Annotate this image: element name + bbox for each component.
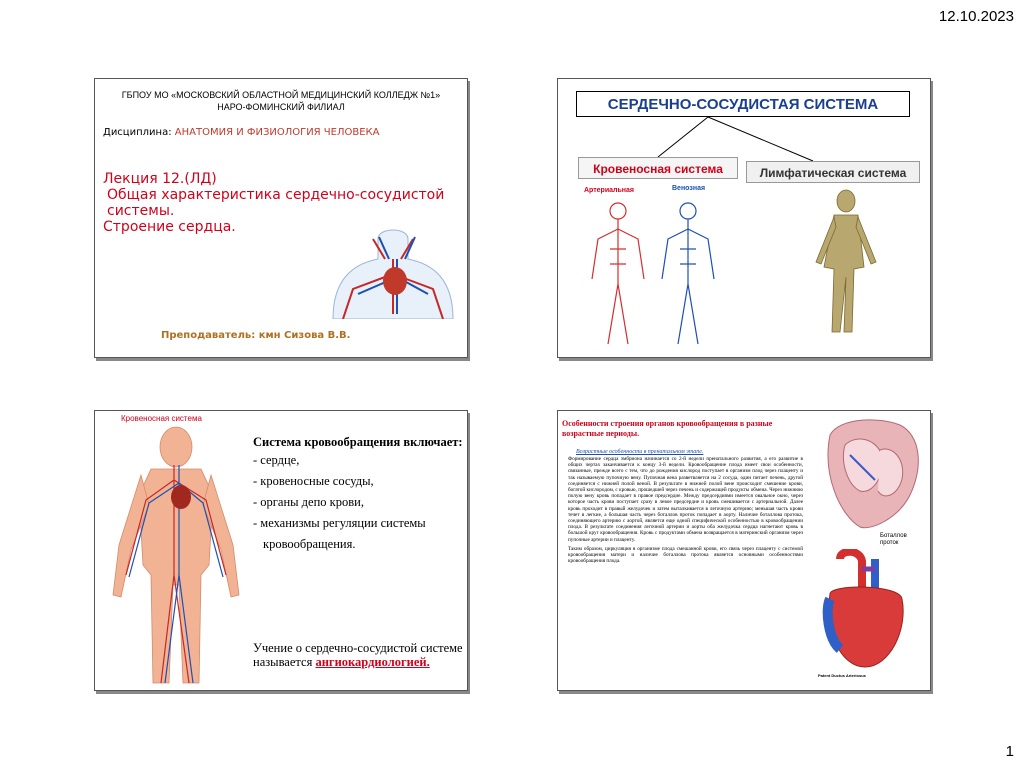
blood-system-box: Кровеносная система — [578, 157, 738, 179]
lymphatic-figure-illustration — [806, 187, 886, 337]
print-date: 12.10.2023 — [938, 8, 1014, 25]
torso-circulation-illustration — [323, 219, 463, 319]
slide-blood-system — [94, 410, 468, 691]
slide-subheading: Возрастные особенности в пренатальном этапе. — [576, 449, 704, 455]
slide-heading: Кровеносная система — [121, 414, 202, 423]
list-item: - сердце, — [253, 453, 300, 467]
lecture-title: Лекция 12.(ЛД) Общая характеристика сердечно-сосудистой системы. Строение сердца. — [103, 171, 445, 235]
angiocardiology-note: Учение о сердечно-сосудистой системе называется ангиокардиологией. — [253, 641, 463, 669]
lymph-system-box: Лимфатическая система — [746, 161, 920, 183]
list-item: - органы депо крови, — [253, 495, 364, 509]
list-item: кровообращения. — [263, 537, 356, 551]
hierarchy-connectors — [558, 79, 931, 169]
circulation-list: Система кровообращения включает: - сердце, - кровеносные сосуды, - органы депо крови, - механизмы регуляции системы кровообращения. — [253, 435, 463, 555]
slide-body-text: Формирование сердца эмбриона начинается со 2-й недели пренатального развития, а его развитие в общих чертах заканчивается к концу 3-й недели. Кровообращение плода имеет свои особенности, связанные, прежде всего с тем, что до рождения кислород поступает в организм плод через плаценту и так называемую пупочную вену. Пупочная вена разветвляется на 2 сосуда, один питает печень, другой соединяется с нижней полой веной. В результате в нижней полой вене происходит смешение крови, богатой кислородом, с кровью, прошедшей через печень и содержащей продукты обмена. Через нижнюю полую вену кровь попадает в правое предсердие. Между предсердиями имеется овальное окно, через которое часть крови поступает сразу в левое предсердие и кровь смешивается с артериальной. Далее кровь проходит в правый желудочек и затем выталкивается в легочную артерию; меньшая часть крови течет в легкие, а большая часть через боталлов проток попадает в аорту. Наличие боталлова протока, соединяющего артерию с аортой, является еще одной специфической особенностью в кровообращении плода. В результате соединения легочной артерии и аорты оба желудочка сердца нагнетают кровь в большой круг кровообращения. Кровь с продуктами обмена возвращается в материнский организм через пупочные артерии и плаценту. Таким образом, циркуляция в организме плода смешанной крови, его связь через плаценту с системой кровообращения матери и наличие боталлова протока является основными особенностями кровообращения плода. — [568, 456, 803, 565]
venous-figure-illustration — [658, 199, 718, 349]
heart-ductus-illustration — [820, 549, 910, 673]
organization-name: ГБПОУ МО «МОСКОВСКИЙ ОБЛАСТНОЙ МЕДИЦИНСКИЙ КОЛЛЕДЖ №1» НАРО-ФОМИНСКИЙ ФИЛИАЛ — [121, 90, 441, 112]
slide-title — [94, 78, 468, 358]
list-item: - кровеносные сосуды, — [253, 474, 374, 488]
heart-section-illustration — [820, 415, 928, 533]
slide-age-features — [557, 410, 931, 691]
body-circulation-illustration — [101, 425, 251, 687]
angiocardiology-term: ангиокардиологией. — [315, 655, 430, 669]
slide-heading: Особенности строения органов кровообращения в разные возрастные периоды. — [562, 419, 773, 438]
arterial-label: Артериальная — [584, 187, 634, 194]
ductus-caption: Боталлов проток — [880, 533, 907, 546]
arterial-figure-illustration — [588, 199, 648, 349]
discipline: Дисциплина: АНАТОМИЯ И ФИЗИОЛОГИЯ ЧЕЛОВЕКА — [103, 127, 380, 138]
list-item: - механизмы регуляции системы — [253, 516, 426, 530]
slide-heading: СЕРДЕЧНО-СОСУДИСТАЯ СИСТЕМА — [576, 91, 910, 117]
page-number: 1 — [1005, 743, 1014, 760]
teacher-name: Преподаватель: кмн Сизова В.В. — [161, 330, 351, 341]
pda-label: Patent Ductus Arteriosus — [818, 673, 866, 678]
slide-cardiovascular-system — [557, 78, 931, 358]
venous-label: Венозная — [672, 185, 706, 192]
